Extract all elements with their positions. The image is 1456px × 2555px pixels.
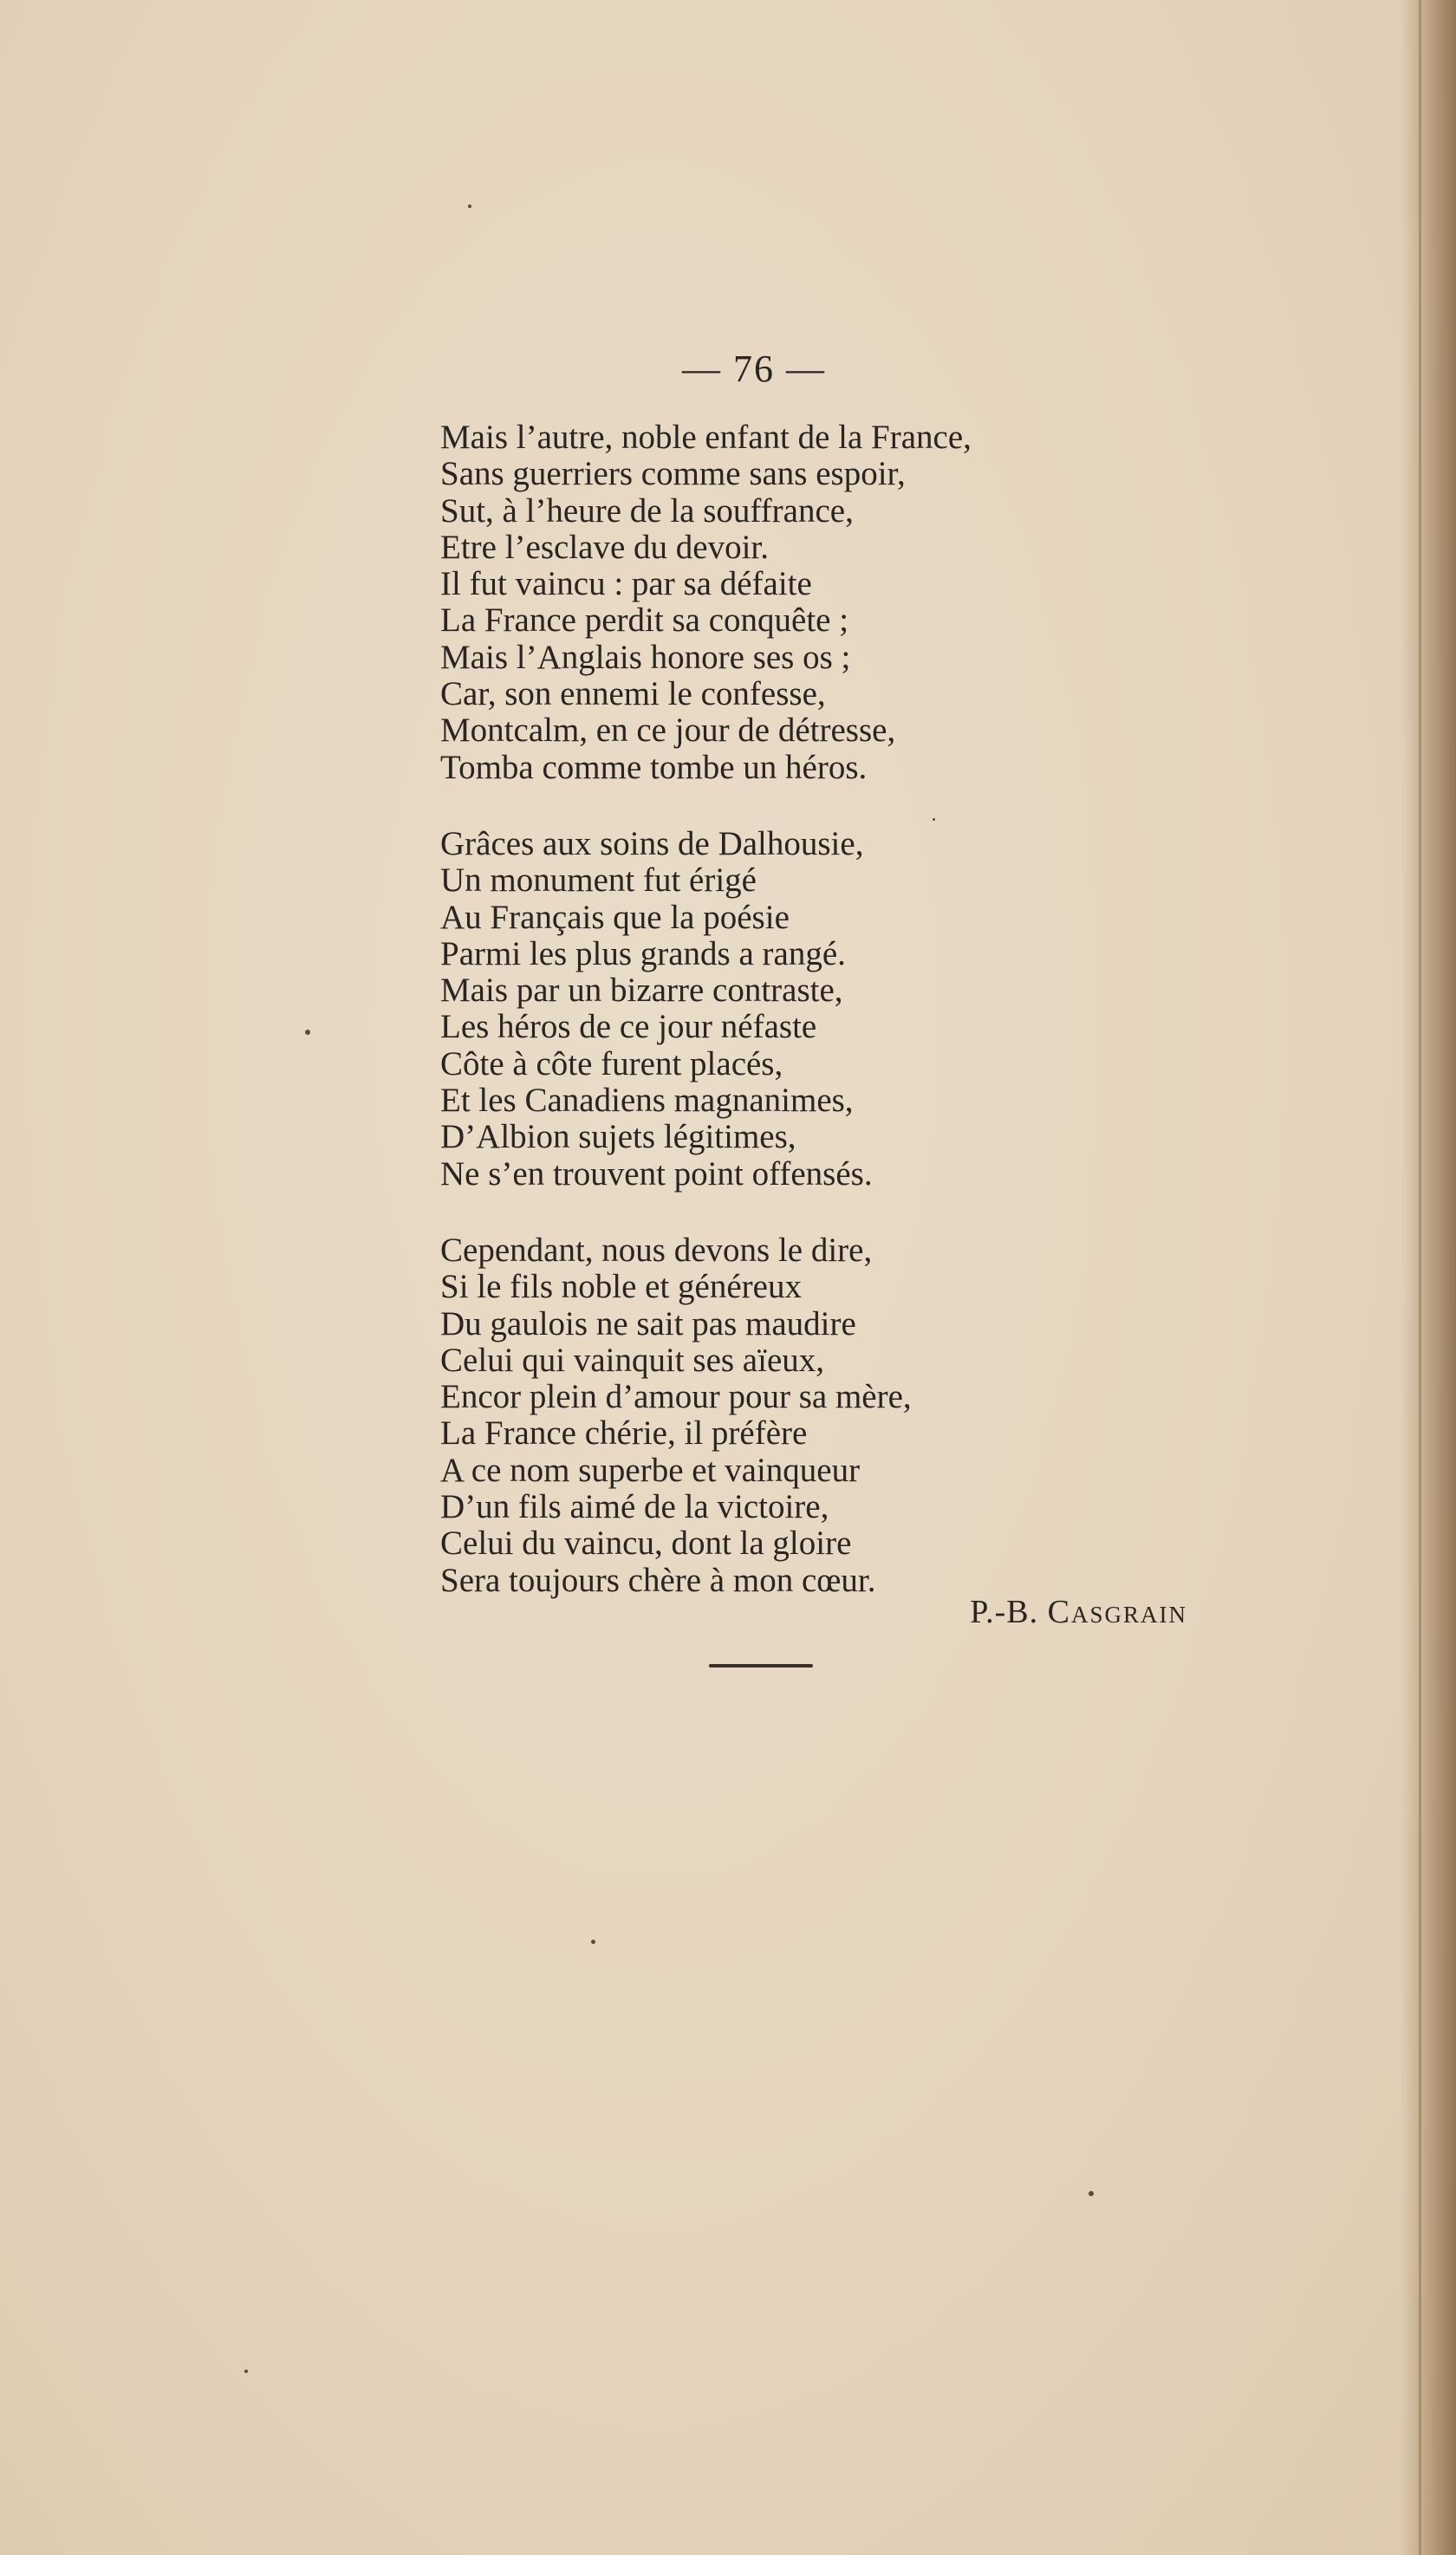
poem-line: La France perdit sa conquête ; — [440, 601, 849, 640]
poem-line: Car, son ennemi le confesse, — [440, 675, 826, 713]
poem-line: Parmi les plus grands a rangé. — [440, 934, 846, 972]
poem-line: Mais l’autre, noble enfant de la France, — [440, 419, 972, 456]
paper-speck — [468, 205, 471, 208]
author-signature — [867, 1593, 1187, 1631]
poem-line: Tomba comme tombe un héros. — [440, 748, 868, 786]
paper-speck — [305, 1030, 310, 1035]
poem-line: D’Albion sujets légitimes, — [440, 1118, 796, 1156]
poem-line: Les héros de ce jour néfaste — [440, 1008, 817, 1046]
poem-line: Sera toujours chère à mon cœur. — [440, 1561, 876, 1599]
poem-line: Cependant, nous devons le dire, — [440, 1231, 873, 1269]
author-initials: P.-B. — [970, 1594, 1039, 1630]
poem-line: Montcalm, en ce jour de détresse, — [440, 712, 896, 750]
poem-line: A ce nom superbe et vainqueur — [440, 1451, 861, 1489]
poem-line: Celui qui vainquit ses aïeux, — [440, 1341, 825, 1379]
paper-speck — [244, 2370, 248, 2373]
poem-line: D’un fils aimé de la victoire, — [440, 1488, 829, 1526]
stanza-3 — [440, 1232, 1151, 1599]
page-number: — 76 — — [682, 348, 826, 390]
poem-line: Mais par un bizarre contraste, — [440, 972, 843, 1010]
poem-line: Etre l’esclave du devoir. — [440, 528, 770, 566]
poem-line: Au Français que la poésie — [440, 898, 790, 936]
end-rule — [709, 1664, 813, 1668]
paper-speck — [591, 1940, 595, 1944]
poem-line: Du gaulois ne sait pas maudire — [440, 1304, 856, 1343]
poem-line: Ne s’en trouvent point offensés. — [440, 1154, 873, 1193]
author-surname: Casgrain — [1047, 1594, 1187, 1630]
poem-line: Si le fils noble et généreux — [440, 1268, 802, 1306]
poem-line: Sut, à l’heure de la souffrance, — [440, 491, 854, 530]
poem-line: Grâces aux soins de Dalhousie, — [440, 824, 864, 862]
poem-line: Celui du vaincu, dont la gloire — [440, 1525, 852, 1563]
poem-line: Un monument fut érigé — [440, 861, 757, 900]
poem-line: La France chérie, il préfère — [440, 1414, 808, 1453]
poem-line: Encor plein d’amour pour sa mère, — [440, 1378, 912, 1416]
poem-line: Côte à côte furent placés, — [440, 1044, 783, 1082]
stanza-2 — [440, 826, 1151, 1193]
poem-line: Sans guerriers comme sans espoir, — [440, 455, 906, 493]
poem-line: Mais l’Anglais honore ses os ; — [440, 638, 851, 676]
stanza-1 — [440, 419, 1151, 786]
poem-line: Et les Canadiens magnanimes, — [440, 1082, 854, 1120]
poem-line: Il fut vaincu : par sa défaite — [440, 565, 812, 603]
paper-speck — [1089, 2191, 1094, 2196]
poem — [440, 419, 1151, 1639]
